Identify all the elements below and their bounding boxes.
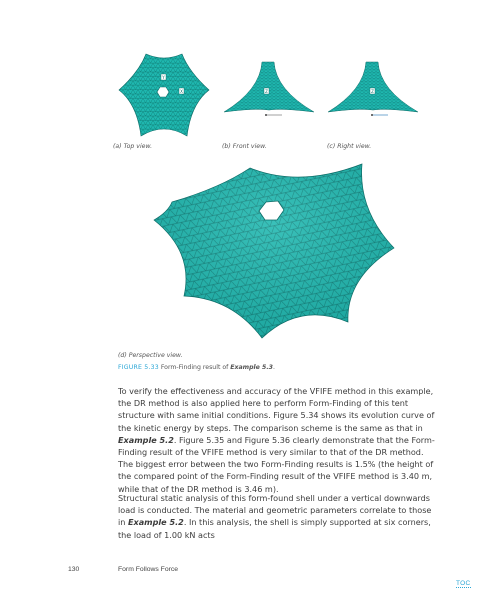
figure-caption-text: Form-Finding result of Example 5.3. <box>160 364 275 371</box>
example-ref-1: Example 5.2 <box>118 434 174 445</box>
right-z-label: Z <box>371 89 374 94</box>
right-view-mesh <box>326 60 420 120</box>
running-footer-title: Form Follows Force <box>118 566 179 573</box>
paragraph-verification: To verify the effectiveness and accuracy of the VFIFE method in this example, the DR method is also applied here to perform Form-Finding of this tent structure with same initial conditions. Figure 5.34 shows its evolution curve of the kinetic energy by steps. The comparison scheme is the same as that in Example 5.2. Figure 5.35 and Figure 5.36 clearly demonstrate that the Form-Finding result of the VFIFE method is very similar to that of the DR method. The biggest error between the two Form-Finding results is 1.5% (the height of the compared point of the Form-Finding result of the VFIFE method is 3.40 m, while that of the DR method is 3.46 m). <box>118 386 435 494</box>
front-view-mesh <box>222 60 316 120</box>
perspective-mesh <box>150 160 396 340</box>
figure-caption-ref: Example 5.3 <box>230 364 273 371</box>
caption-perspective-view: (d) Perspective view. <box>118 352 183 359</box>
page-number: 130 <box>68 566 80 573</box>
figure-perspective-view <box>150 160 396 340</box>
caption-top-view: (a) Top view. <box>113 143 153 150</box>
top-view-mesh <box>113 50 215 140</box>
caption-front-view: (b) Front view. <box>222 143 267 150</box>
figure-right-view <box>326 60 420 120</box>
paragraph-static-analysis: Structural static analysis of this form-found shell under a vertical downwards load is conducted. The material and geometric parameters correlate to those in Example 5.2. In this analysis, the shell is simply supported at six corners, the load of 1.00 kN acts <box>118 493 432 540</box>
figure-top-view <box>113 50 215 140</box>
figure-number: FIGURE 5.33 <box>118 364 159 371</box>
figure-front-view <box>222 60 316 120</box>
caption-right-view: (c) Right view. <box>327 143 372 150</box>
example-ref-2: Example 5.2 <box>127 517 184 528</box>
top-y-label: Y <box>162 75 165 80</box>
front-z-label: Z <box>265 89 268 94</box>
top-x-label: X <box>180 89 183 94</box>
figure-caption <box>118 364 275 371</box>
toc-link[interactable]: TOC <box>456 580 471 587</box>
